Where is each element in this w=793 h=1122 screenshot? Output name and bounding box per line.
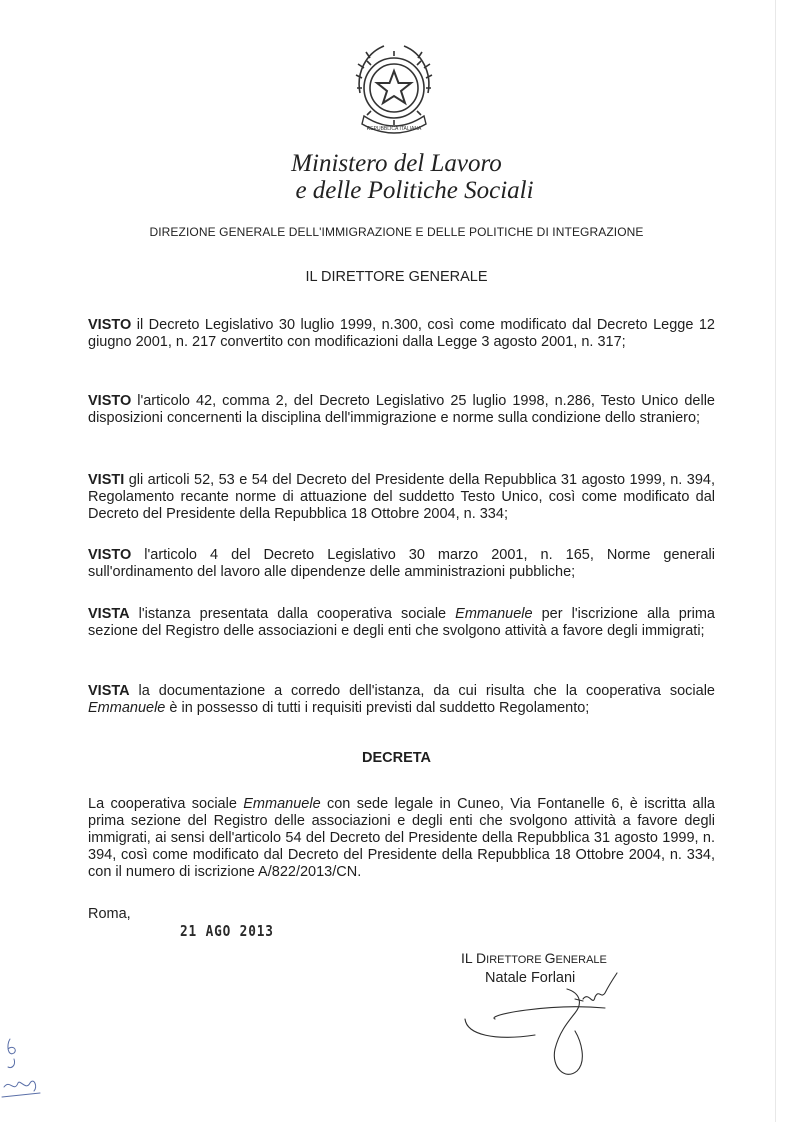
premise-text: la documentazione a corredo dell'istanza, da cui risulta che la cooperativa sociale (129, 683, 715, 699)
premise-4 (88, 547, 715, 581)
place-label: Roma, (88, 906, 131, 922)
department-name: DIREZIONE GENERALE DELL'IMMIGRAZIONE E DELLE POLITICHE DI INTEGRAZIONE (149, 225, 644, 239)
decision-paragraph (88, 796, 715, 881)
premise-keyword: VISTA (88, 683, 130, 699)
signatory-name: Natale Forlani (485, 970, 576, 986)
premise-2 (88, 393, 715, 427)
emblem-ribbon-text: REPUBBLICA ITALIANA (366, 126, 422, 132)
scan-edge (775, 0, 776, 1122)
premise-text: l'articolo 4 del Decreto Legislativo 30 marzo 2001, n. 165, Norme generali sull'ordinamento del lavoro alle dipendenze delle amministrazioni pubbliche; (88, 547, 715, 580)
premise-keyword: VISTI (88, 472, 125, 488)
date-stamp: 21 AGO 2013 (180, 922, 274, 940)
premise-text: l'articolo 42, comma 2, del Decreto Legislativo 25 luglio 1998, n.286, Testo Unico delle disposizioni concernenti la disciplina dell'immigrazione e norme sulla condizione dello straniero; (88, 393, 715, 426)
premise-keyword: VISTO (88, 393, 132, 409)
decision-text: La cooperativa sociale (88, 796, 244, 812)
premise-text: il Decreto Legislativo 30 luglio 1999, n.300, così come modificato dal Decreto Legge 12 giugno 2001, n. 217 convertito con modificazioni dalla Legge 3 agosto 2001, n. 317; (88, 317, 715, 350)
premise-5 (88, 606, 715, 640)
margin-handwritten-note (0, 1035, 50, 1110)
premise-1 (88, 317, 715, 351)
premise-keyword: VISTO (88, 547, 132, 563)
cooperative-name: Emmanuele (455, 606, 533, 622)
premise-6 (88, 683, 715, 717)
premise-text: l'istanza presentata dalla cooperativa sociale (129, 606, 456, 622)
cooperative-name: Emmanuele (88, 700, 166, 716)
premise-text: per l'iscrizione alla prima sezione del Registro delle associazioni e degli enti che svolgono attività a favore degli immigrati; (88, 606, 715, 639)
cooperative-name: Emmanuele (243, 796, 321, 812)
premise-keyword: VISTO (88, 317, 132, 333)
decree-heading: DECRETA (361, 750, 431, 766)
ministry-name (0, 150, 793, 204)
premise-text: è in possesso di tutti i requisiti previsti dal suddetto Regolamento; (165, 700, 590, 716)
ministry-line-1: Ministero del Lavoro (291, 150, 502, 177)
premise-keyword: VISTA (88, 606, 130, 622)
signatory-title: IL DIRETTORE GENERALE (461, 950, 607, 966)
premise-3 (88, 472, 715, 523)
decision-text: con sede legale in Cuneo, Via Fontanelle 6, è iscritta alla prima sezione del Registro delle associazioni e degli enti che svolgono attività a favore degli immigrati, ai sensi dell'articolo 54 del Decreto del Presidente della Repubblica 31 agosto 1999, n. 394, così come modificato dal Decreto del Presidente della Repubblica 18 Ottobre 2004, n. 334, con il numero di iscrizione A/822/2013/CN. (88, 796, 715, 880)
handwritten-signature (455, 963, 645, 1083)
premise-text: gli articoli 52, 53 e 54 del Decreto del Presidente della Repubblica 31 agosto 1999, n. 394, Regolamento recante norme di attuazione del suddetto Testo Unico, così come modificato dal Decreto del Presidente della Repubblica 18 Ottobre 2004, n. 334; (88, 472, 715, 522)
ministry-line-2: e delle Politiche Sociali (295, 177, 534, 204)
issuer-heading: IL DIRETTORE GENERALE (305, 269, 488, 285)
republic-emblem-icon (346, 38, 442, 138)
